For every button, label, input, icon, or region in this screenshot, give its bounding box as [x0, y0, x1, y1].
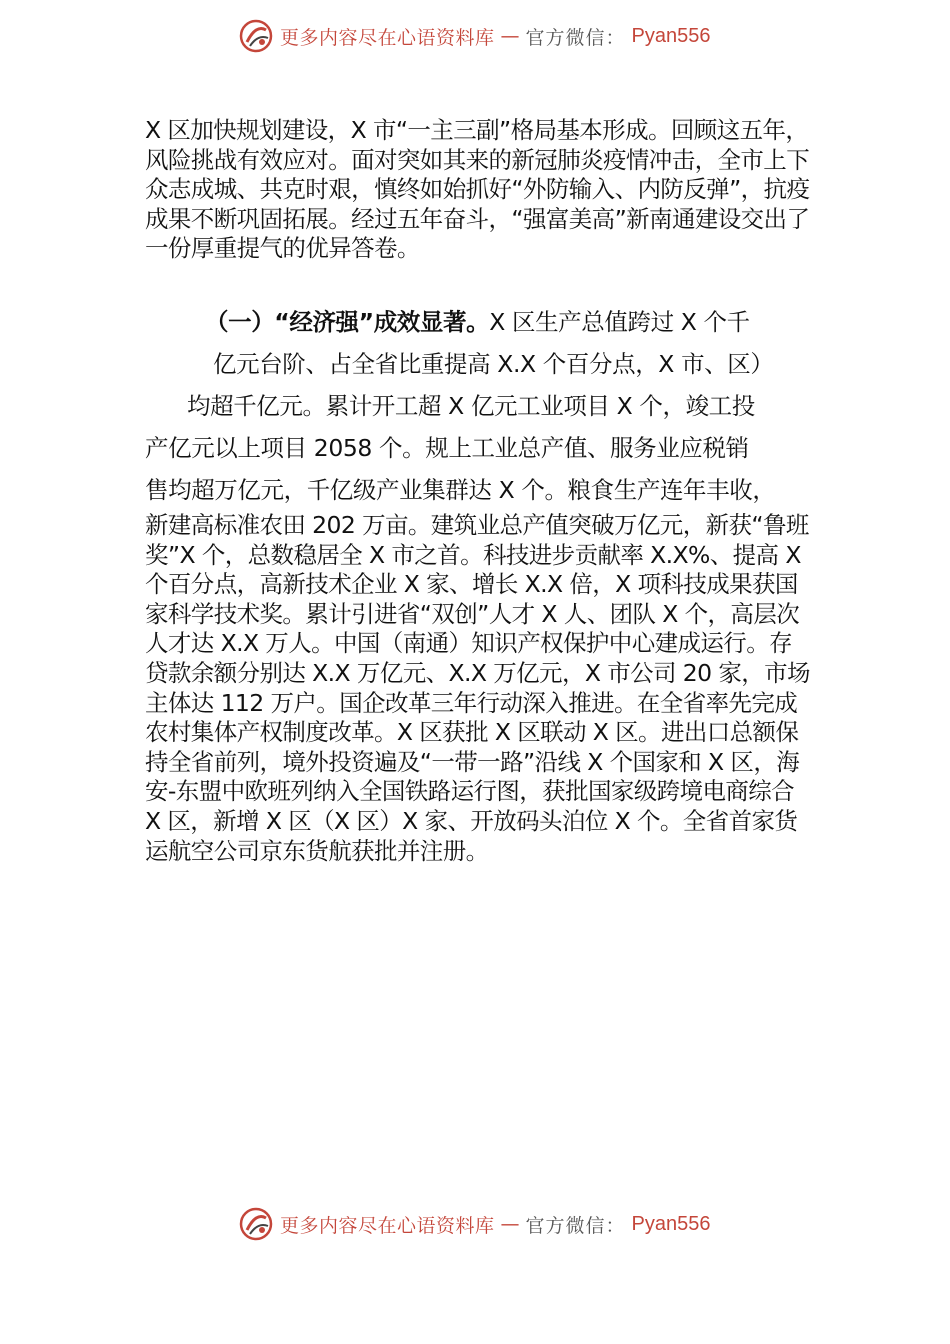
watermark-separator: — [500, 25, 520, 47]
paragraph-economy [145, 301, 813, 866]
watermark-wechat-id: Pyan556 [631, 24, 711, 47]
logo-icon [238, 1206, 274, 1242]
logo-icon [238, 18, 274, 54]
paragraph-economy-line1 [145, 301, 813, 343]
watermark-wechat-label: 官方微信： [525, 1214, 626, 1237]
paragraph-economy-rest: 新建高标准农田 202 万亩。建筑业总产值突破万亿元，新获“鲁班奖”X 个，总数稳居全 X 市之首。科技进步贡献率 X.X%、提高 X 个百分点，高新技术企业 X 家、增长 X.X 倍，X 项科技成果获国家科学技术奖。累计引进省“双创”人才 X 人、团队 X 个，高层次人才达 X.X 万人。中国（南通）知识产权保护中心建成运行。存贷款余额分别达 X.X 万亿元、X.X 万亿元，X 市公司 20 家，市场主体达 112 万户。国企改革三年行动深入推进。在全省率先完成农村集体产权制度改革。X 区获批 X 区联动 X 区。进出口总额保持全省前列，境外投资遍及“一带一路”沿线 X 个国家和 X 区，海安-东盟中欧班列纳入全国铁路运行图，获批国家级跨境电商综合 X 区，新增 X 区（X 区）X 家、开放码头泊位 X 个。全省首家货运航空公司京东货航获批并注册。 [145, 510, 810, 865]
header-watermark [238, 16, 711, 56]
document-body [145, 116, 813, 866]
heading-tail-text: X 区生产总值跨过 X 个千 [489, 307, 750, 336]
watermark-wechat-id: Pyan556 [631, 1212, 711, 1235]
watermark-wechat-label: 官方微信： [525, 26, 626, 49]
section-heading: （一）“经济强”成效显著。 [205, 307, 490, 336]
paragraph-economy-line4: 产亿元以上项目 2058 个。规上工业总产值、服务业应税销 [145, 433, 749, 462]
watermark-text: 更多内容尽在心语资料库 [280, 26, 495, 49]
footer-watermark [238, 1204, 711, 1244]
paragraph-intro: X 区加快规划建设，X 市“一主三副”格局基本形成。回顾这五年，风险挑战有效应对。面对突如其来的新冠肺炎疫情冲击，全市上下众志成城、共克时艰，慎终如始抓好“外防输入、内防反弹”，抗疫成果不断巩固拓展。经过五年奋斗，“强富美高”新南通建设交出了一份厚重提气的优异答卷。 [145, 116, 810, 263]
paragraph-economy-line5: 售均超万亿元，千亿级产业集群达 X 个。粮食生产连年丰收， [145, 475, 776, 504]
watermark-separator: — [500, 1213, 520, 1235]
paragraph-economy-line3: 均超千亿元。累计开工超 X 亿元工业项目 X 个，竣工投 [187, 391, 755, 420]
watermark-text: 更多内容尽在心语资料库 [280, 1214, 495, 1237]
paragraph-economy-line2: 亿元台阶、占全省比重提高 X.X 个百分点，X 市、区） [213, 349, 774, 378]
